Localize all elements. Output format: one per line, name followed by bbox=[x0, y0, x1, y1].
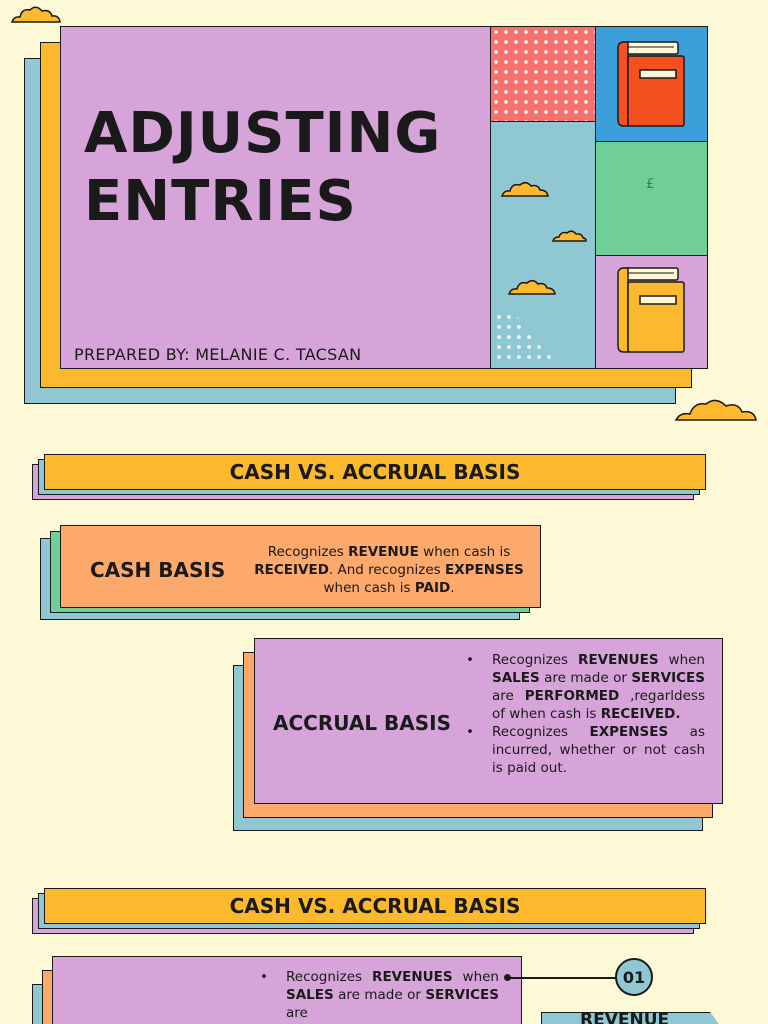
green-tile bbox=[595, 141, 708, 256]
connector-line bbox=[508, 977, 616, 979]
cloud-icon bbox=[507, 278, 557, 296]
comparison-slide bbox=[0, 440, 768, 860]
step-badge: 01 bbox=[615, 958, 653, 996]
accrual-basis-heading: ACCRUAL BASIS bbox=[273, 711, 452, 735]
accrual-basis-list bbox=[464, 651, 705, 777]
revenue-label: REVENUE bbox=[580, 1010, 670, 1024]
cloud-icon bbox=[674, 396, 758, 422]
book-icon bbox=[614, 266, 688, 356]
list-item: • Recognizes REVENUES when SALES are made or SERVICES are PERFORMED ,regarldess of when cash is RECEIVED. bbox=[464, 651, 705, 723]
cash-basis-description: Recognizes REVENUE when cash is RECEIVED. And recognizes EXPENSES when cash is PAID. bbox=[254, 544, 524, 596]
cloud-icon bbox=[10, 4, 62, 24]
title-line-2: ENTRIES bbox=[84, 169, 357, 234]
pound-icon bbox=[644, 174, 658, 192]
prepared-by: PREPARED BY: MELANIE C. TACSAN bbox=[74, 345, 362, 364]
title-slide bbox=[0, 0, 768, 430]
list-item: • Recognizes REVENUES when SALES are made or SERVICES are bbox=[258, 968, 499, 1022]
cash-basis-heading: CASH BASIS bbox=[90, 558, 226, 582]
revenue-slide bbox=[0, 874, 768, 1024]
list-item: • Recognizes EXPENSES as incurred, whether or not cash is paid out. bbox=[464, 723, 705, 777]
banner-title: CASH VS. ACCRUAL BASIS bbox=[44, 454, 706, 490]
dotted-tile bbox=[490, 26, 596, 122]
cloud-icon bbox=[500, 180, 550, 198]
banner-title: CASH VS. ACCRUAL BASIS bbox=[44, 888, 706, 924]
revenue-list bbox=[258, 968, 499, 1022]
cloud-icon bbox=[551, 229, 587, 243]
title-line-1: ADJUSTING bbox=[84, 101, 442, 166]
book-icon bbox=[614, 40, 688, 130]
svg-text:£: £ bbox=[646, 177, 655, 192]
